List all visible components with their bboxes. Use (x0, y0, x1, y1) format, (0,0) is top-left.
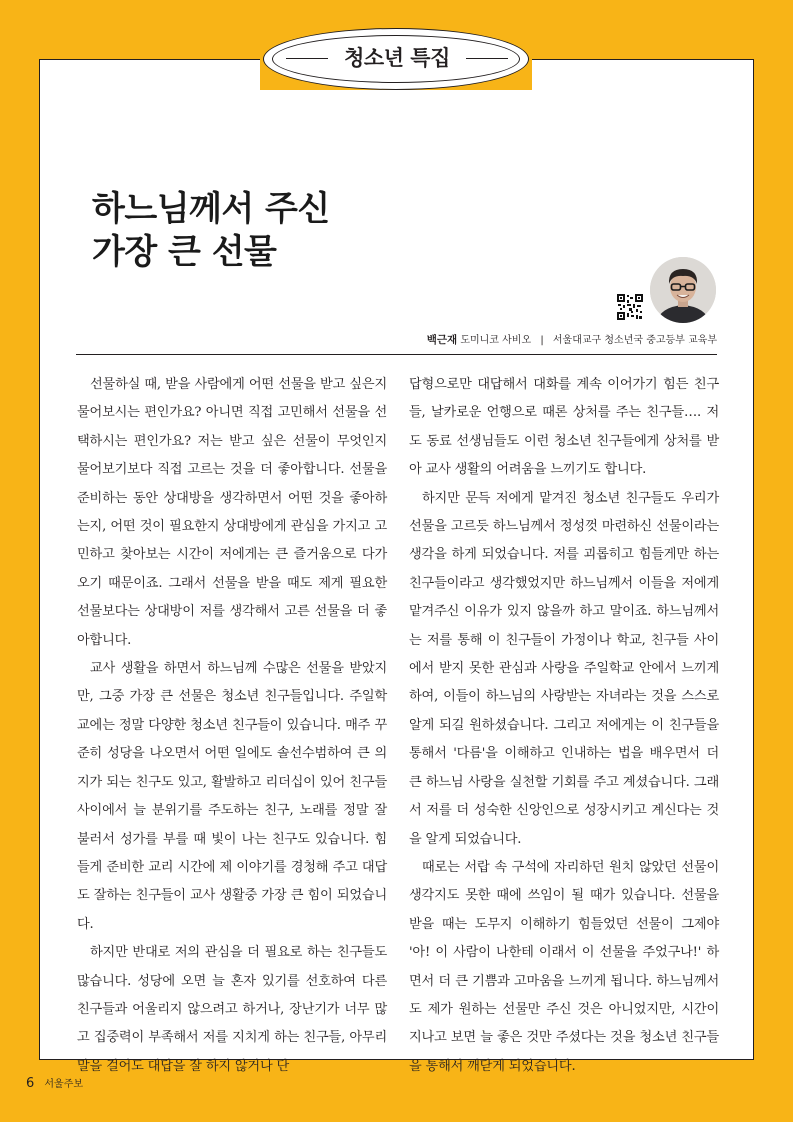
header-divider (76, 354, 717, 355)
article-title (92, 188, 512, 274)
byline-separator: | (540, 335, 544, 346)
body-paragraph: 하지만 반대로 저의 관심을 더 필요로 하는 친구들도 많습니다. 성당에 오면 늘 혼자 있기를 선호하여 다른 친구들과 어울리지 않으려고 하거나, 장난기가 너무 많고 집중력이 부족해서 저를 지치게 하는 친구들, 아무리 말을 걸어도 대답을 잘 하지 않거나 단 (77, 945, 387, 1074)
author-portrait-illustration (650, 257, 716, 323)
page-footer (26, 1072, 83, 1091)
qr-code-icon[interactable] (617, 294, 643, 320)
body-paragraph: 선물하실 때, 받을 사람에게 어떤 선물을 받고 싶은지 물어보시는 편인가요? 아니면 직접 고민해서 선물을 선택하시는 편인가요? 저는 받고 싶은 선물이 무엇인지 물어보기보다 직접 고르는 것을 더 좋아합니다. 선물을 준비하는 동안 상대방을 생각하면서 어떤 것을 좋아하는지, 어떤 것이 필요한지 상대방에게 관심을 가지고 고민하고 찾아보는 시간이 저에게는 큰 즐거움으로 다가오기 때문이죠. 그래서 선물을 받을 때도 제게 필요한 선물보다는 상대방이 저를 생각해서 고른 선물을 더 좋아합니다. (77, 377, 387, 648)
section-badge-rule-right (466, 58, 508, 59)
body-paragraph: 때로는 서랍 속 구석에 자리하던 원치 않았던 선물이 생각지도 못한 때에 쓰임이 될 때가 있습니다. 선물을 받을 때는 도무지 이해하기 힘들었던 선물이 그제야 '아! 이 사람이 나한테 이래서 이 선물을 주었구나!' 하면서 더 큰 기쁨과 고마움을 느끼게 됩니다. 하느님께서도 제가 원하는 선물만 주신 것은 아니었지만, 시간이 지나고 보면 늘 좋은 것만 주셨다는 것을 청소년 친구들을 통해서 깨닫게 되었습니다. (409, 859, 719, 1074)
author-name: 백근재 (426, 334, 458, 346)
article-column-left (77, 371, 387, 1081)
body-paragraph: 하지만 문득 저에게 맡겨진 청소년 친구들도 우리가 선물을 고르듯 하느님께서 정성껏 마련하신 선물이라는 생각을 하게 되었습니다. 저를 괴롭히고 힘들게만 하는 친구들이라고 생각했었지만 하느님께서 이들을 저에게 맡겨주신 이유가 있지 않을까 하고 말이죠. 하느님께서는 저를 통해 이 친구들이 가정이나 학교, 친구들 사이에서 받지 못한 관심과 사랑을 주일학교 안에서 느끼게 하여, 이들이 하느님의 사랑받는 자녀라는 것을 스스로 알게 되길 원하셨습니다. 그리고 저에게는 이 친구들을 통해서 '다름'을 이해하고 인내하는 법을 배우면서 더 큰 하느님 사랑을 실천할 기회를 주고 계셨습니다. 그래서 저를 더 성숙한 신앙인으로 성장시키고 계신다는 것을 알게 되었습니다. (409, 490, 719, 847)
author-affiliation: 서울대교구 청소년국 중고등부 교육부 (552, 335, 717, 346)
body-paragraph-continued: 답형으로만 대답해서 대화를 계속 이어가기 힘든 친구들, 날카로운 언행으로 때론 상처를 주는 친구들…. 저도 동료 선생님들도 이런 청소년 친구들에게 상처를 받아 교사 생활의 어려움을 느끼기도 합니다. (409, 377, 719, 478)
article-title-line-2: 가장 큰 선물 (92, 232, 277, 272)
body-paragraph: 교사 생활을 하면서 하느님께 수많은 선물을 받았지만, 그중 가장 큰 선물은 청소년 친구들입니다. 주일학교에는 정말 다양한 청소년 친구들이 있습니다. 매주 꾸준히 성당을 나오면서 어떤 일에도 솔선수범하여 큰 의지가 되는 친구도 있고, 활발하고 리더십이 있어 친구들 사이에서 늘 분위기를 주도하는 친구, 노래를 정말 잘 불러서 성가를 부를 때 빛이 나는 친구도 있습니다. 힘들게 준비한 교리 시간에 제 이야기를 경청해 주고 대답도 잘하는 친구들이 교사 생활중 가장 큰 힘이 되었습니다. (77, 661, 387, 932)
author-baptismal-name: 도미니코 사비오 (460, 335, 532, 346)
article-title-line-1: 하느님께서 주신 (92, 189, 330, 229)
article-column-right (409, 371, 719, 1081)
author-photo (650, 257, 716, 323)
publication-name: 서울주보 (44, 1079, 84, 1090)
author-byline (427, 331, 717, 347)
page-number: 6 (26, 1076, 35, 1091)
section-badge-rule-left (286, 58, 328, 59)
section-badge-label: 청소년 특집 (344, 46, 450, 70)
qr-code-graphic (617, 294, 643, 320)
